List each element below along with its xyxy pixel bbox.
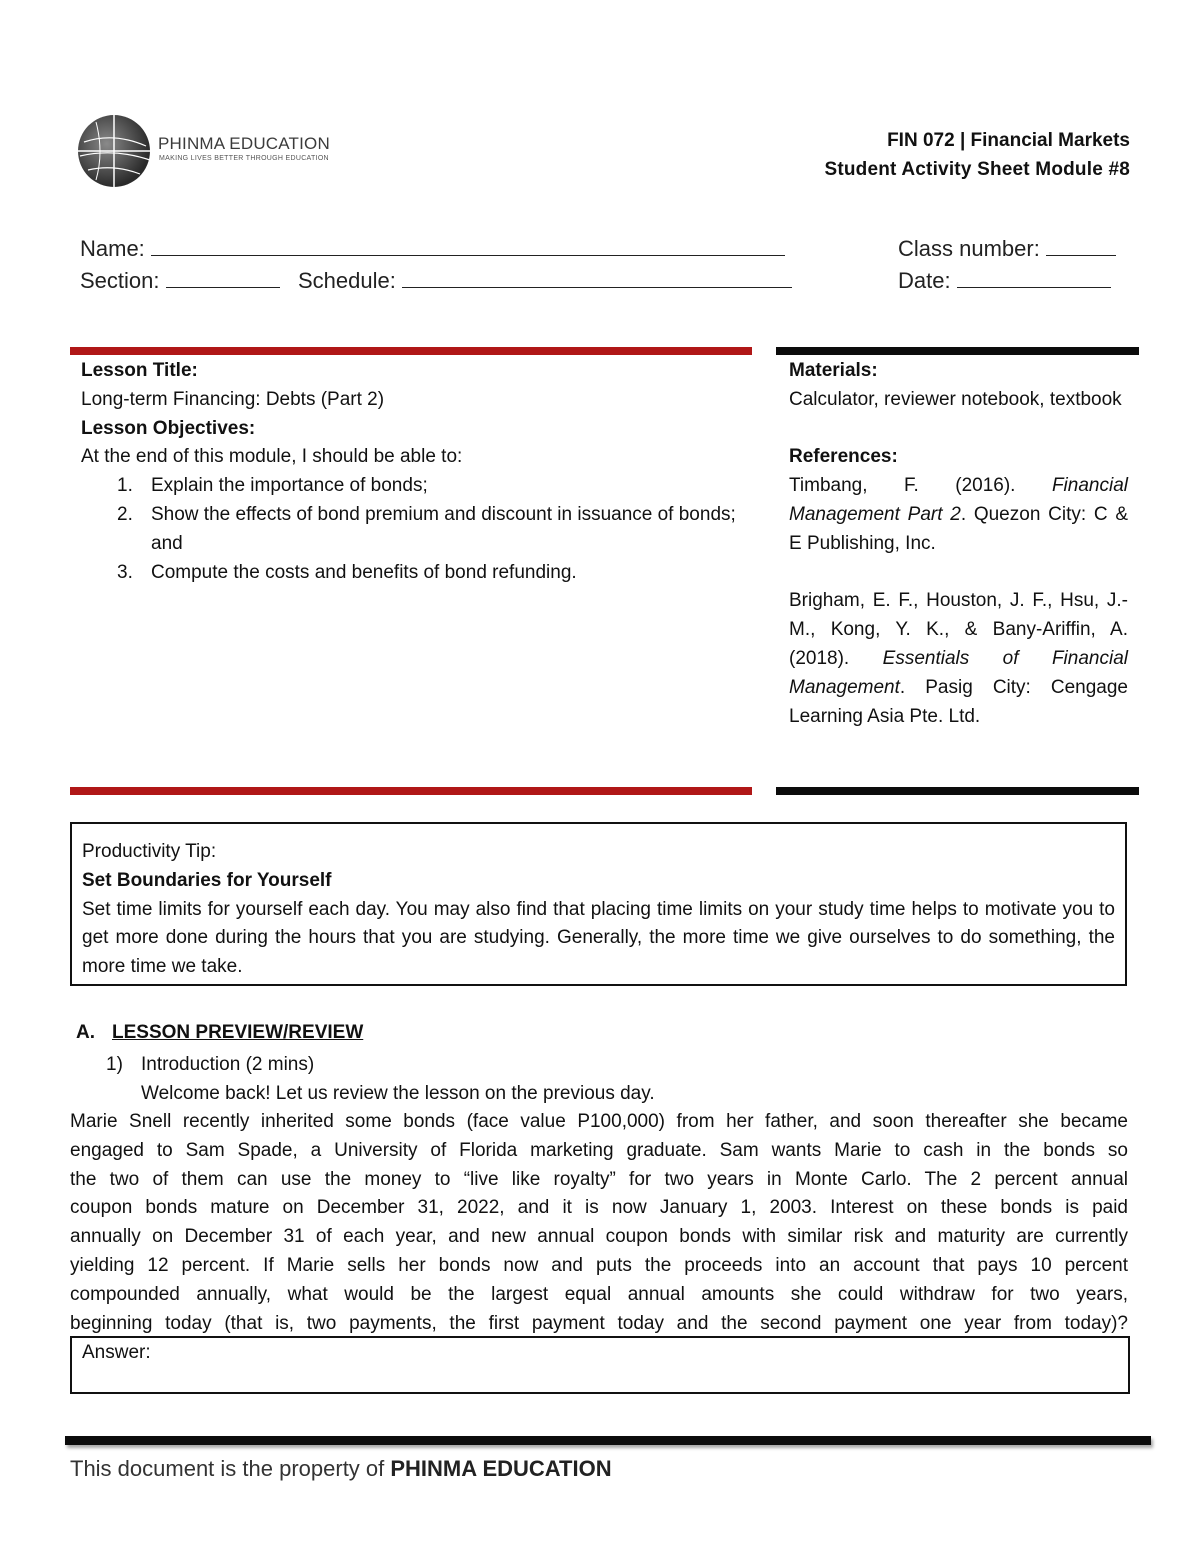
- answer-label: Answer:: [82, 1342, 151, 1363]
- paragraph-line: engaged to Sam Spade, a University of Florida marketing graduate. Sam wants Marie to cash in the bonds so: [70, 1139, 1128, 1161]
- reference-1-publisher: . Quezon City: C & E Publishing, Inc.: [789, 503, 1129, 554]
- intro-label: Introduction (2 mins): [141, 1054, 315, 1075]
- reference-1-book-title: Financial Management Part 2: [789, 475, 1128, 525]
- section-field[interactable]: [80, 268, 280, 294]
- phinma-globe-icon: [74, 112, 156, 190]
- objective-text: Explain the importance of bonds;: [151, 475, 428, 497]
- materials-text: Calculator, reviewer notebook, textbook: [789, 388, 1122, 410]
- paragraph-line: yielding 12 percent. If Marie sells her bonds now and puts the proceeds into an account that pays 10 percent: [70, 1254, 1128, 1276]
- section-a-heading: [76, 1022, 363, 1044]
- schedule-field[interactable]: [298, 268, 792, 294]
- date-field[interactable]: [898, 268, 1111, 294]
- date-label: Date:: [898, 268, 951, 293]
- paragraph-line: annually on December 31 of each year, and new annual coupon bonds with similar risk and maturity are currently: [70, 1226, 1128, 1248]
- tip-body: Set time limits for yourself each day. You may also find that placing time limits on your study time helps to motivate you to get more done during the hours that you are studying. Generally, the more time we give ourselves to do something, the more time we take.: [82, 898, 1115, 978]
- footer-rule: [65, 1436, 1151, 1445]
- list-item: [81, 559, 746, 588]
- lesson-title-label: Lesson Title:: [81, 360, 198, 381]
- reference-2-publisher: . Pasig City: Cengage Learning Asia Pte. Ltd.: [789, 676, 1128, 727]
- objective-text: Compute the costs and benefits of bond refunding.: [151, 561, 577, 583]
- footer-text: [70, 1456, 612, 1482]
- answer-box[interactable]: [70, 1336, 1130, 1394]
- course-title: FIN 072 | Financial Markets: [887, 130, 1130, 151]
- paragraph-line: coupon bonds mature on December 31, 2022, and it is now January 1, 2003. Interest on these bonds is paid: [70, 1197, 1128, 1219]
- objective-number: 2.: [117, 503, 133, 525]
- welcome-text: Welcome back! Let us review the lesson on the previous day.: [141, 1083, 655, 1104]
- materials-bottom-rule: [776, 787, 1139, 795]
- objective-number: 3.: [117, 561, 133, 583]
- section-blank[interactable]: [166, 269, 280, 288]
- productivity-tip-box: [70, 822, 1127, 986]
- reference-1-authors: Timbang, F. (2016).: [789, 475, 1052, 497]
- lesson-bottom-rule: [70, 787, 752, 795]
- problem-paragraph: [70, 1108, 1128, 1338]
- module-title: Student Activity Sheet Module #8: [824, 159, 1130, 180]
- reference-2-book-title: Essentials of Financial Management: [789, 647, 1128, 698]
- lesson-block: [81, 357, 746, 587]
- list-item: [81, 472, 746, 501]
- name-field[interactable]: [80, 236, 785, 262]
- footer-brand: PHINMA EDUCATION: [390, 1456, 612, 1481]
- class-number-blank[interactable]: [1046, 237, 1116, 256]
- materials-label: Materials:: [789, 360, 878, 381]
- tip-label: Productivity Tip:: [82, 841, 217, 862]
- objective-number: 1.: [117, 475, 133, 497]
- paragraph-line: the two of them can use the money to “live like royalty” for two years in Monte Carlo. The 2 percent annual: [70, 1168, 1128, 1190]
- name-label: Name:: [80, 236, 145, 261]
- tip-title: Set Boundaries for Yourself: [82, 869, 332, 891]
- schedule-blank[interactable]: [402, 269, 792, 288]
- lesson-top-rule: [70, 347, 752, 355]
- reference-1: [789, 472, 1128, 558]
- objectives-intro: At the end of this module, I should be able to:: [81, 446, 463, 468]
- reference-2-authors: Brigham, E. F., Houston, J. F., Hsu, J.-M., Kong, Y. K., & Bany-Ariffin, A. (2018).: [789, 590, 1128, 669]
- materials-top-rule: [776, 347, 1139, 355]
- paragraph-line: Marie Snell recently inherited some bonds (face value P100,000) from her father, and soon thereafter she became: [70, 1111, 1128, 1132]
- section-title: LESSON PREVIEW/REVIEW: [112, 1022, 364, 1043]
- class-number-field[interactable]: [898, 236, 1116, 262]
- reference-2: [789, 587, 1128, 731]
- footer-statement: This document is the property of: [70, 1456, 391, 1481]
- name-blank[interactable]: [151, 237, 785, 256]
- lesson-objectives-label: Lesson Objectives:: [81, 417, 256, 439]
- lesson-title: Long-term Financing: Debts (Part 2): [81, 388, 385, 410]
- logo-tagline: MAKING LIVES BETTER THROUGH EDUCATION: [159, 155, 329, 162]
- paragraph-line: compounded annually, what would be the largest equal annual amounts she could withdraw for two years,: [70, 1283, 1128, 1305]
- references-label: References:: [789, 446, 898, 468]
- objective-text: Show the effects of bond premium and discount in issuance of bonds; and: [151, 503, 736, 554]
- logo-title: PHINMA EDUCATION: [158, 134, 330, 153]
- intro-number: 1): [106, 1054, 123, 1075]
- objectives-list: [81, 472, 746, 587]
- introduction-heading: [106, 1051, 314, 1080]
- section-letter: A.: [76, 1022, 95, 1043]
- materials-block: [789, 357, 1128, 731]
- date-blank[interactable]: [957, 269, 1111, 288]
- paragraph-line: beginning today (that is, two payments, the first payment today and the second payment one year from today)?: [70, 1312, 1128, 1334]
- section-label: Section:: [80, 268, 160, 293]
- schedule-label: Schedule:: [298, 268, 396, 293]
- class-number-label: Class number:: [898, 236, 1040, 261]
- list-item: [81, 501, 746, 559]
